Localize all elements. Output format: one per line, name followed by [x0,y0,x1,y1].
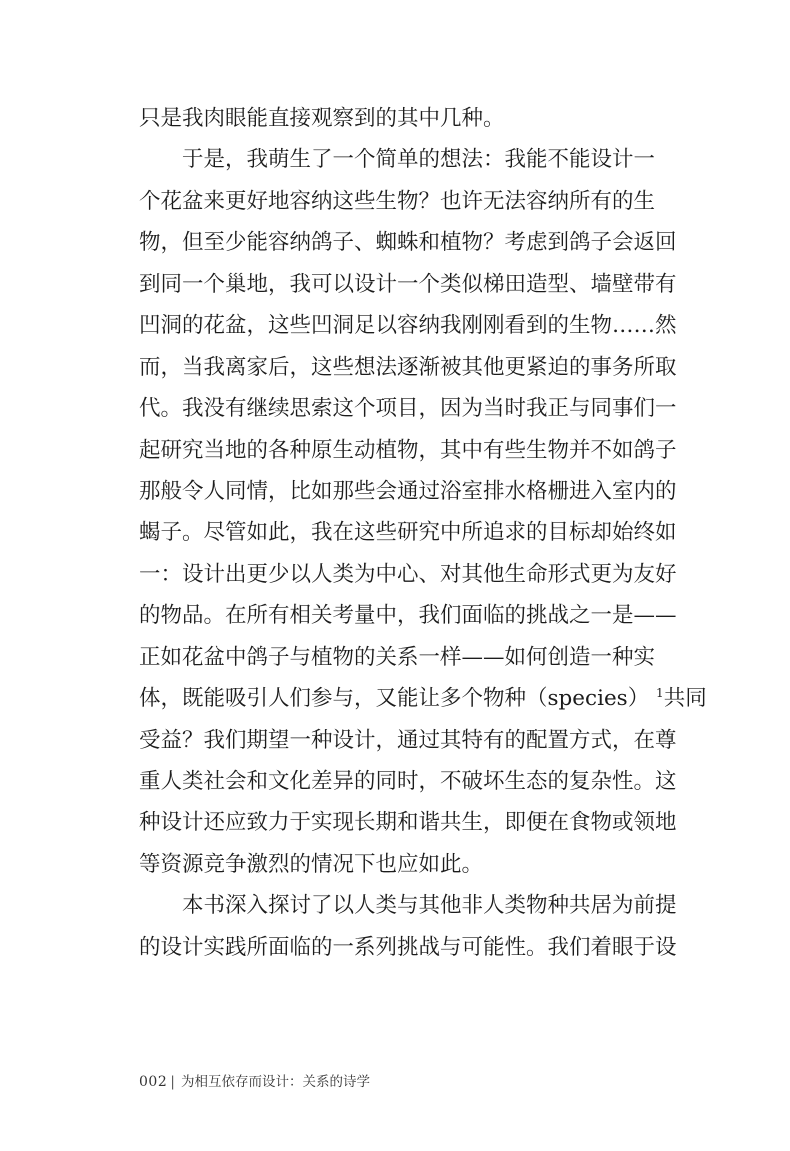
text-line: 等资源竞争激烈的情况下也应如此。 [139,851,484,877]
text-line: 凹洞的花盆，这些凹洞足以容纳我刚刚看到的生物……然 [139,313,677,339]
text-line-tail: 共同 [663,686,707,712]
running-title: 为相互依存而设计：关系的诗学 [180,1074,370,1090]
text-line: 蝎子。尽管如此，我在这些研究中所追求的目标却始终如 [139,520,677,546]
text-line: 种设计还应致力于实现长期和谐共生，即便在食物或领地 [139,810,677,836]
text-line: 重人类社会和文化差异的同时，不破坏生态的复杂性。这 [139,769,677,794]
body-text [139,98,707,968]
text-line: 到同一个巢地，我可以设计一个类似梯田造型、墙壁带有 [139,271,677,297]
text-line: 物，但至少能容纳鸽子、蜘蛛和植物？考虑到鸽子会返回 [139,230,677,256]
text-line: 个花盆来更好地容纳这些生物？也许无法容纳所有的生 [139,188,656,214]
text-line: 那般令人同情，比如那些会通过浴室排水格栅进入室内的 [139,478,677,504]
text-line: 本书深入探讨了以人类与其他非人类物种共居为前提 [182,893,677,919]
page-footer [139,1070,370,1090]
text-line: 正如花盆中鸽子与植物的关系一样——如何创造一种实 [139,644,656,670]
text-line: 受益？我们期望一种设计，通过其特有的配置方式，在尊 [139,727,677,753]
text-line-body: 体，既能吸引人们参与，又能让多个物种（species） [139,686,650,712]
text-line: 起研究当地的各种原生动植物，其中有些生物并不如鸽子 [139,437,677,463]
text-line: 而，当我离家后，这些想法逐渐被其他更紧迫的事务所取 [139,354,677,380]
text-line: 的设计实践所面临的一系列挑战与可能性。我们着眼于设 [139,934,677,960]
text-line: 只是我肉眼能直接观察到的其中几种。 [139,106,505,131]
text-line: 一：设计出更少以人类为中心、对其他生命形式更为友好 [139,561,677,587]
footer-separator: | [170,1074,175,1090]
text-line: 代。我没有继续思索这个项目，因为当时我正与同事们一 [139,396,677,422]
text-line: 于是，我萌生了一个简单的想法：我能不能设计一 [182,147,656,173]
page-number: 002 [139,1074,168,1090]
footnote-marker[interactable]: 1 [656,685,664,700]
text-line-with-footnote [139,678,707,719]
text-line: 的物品。在所有相关考量中，我们面临的挑战之一是—— [139,603,677,629]
